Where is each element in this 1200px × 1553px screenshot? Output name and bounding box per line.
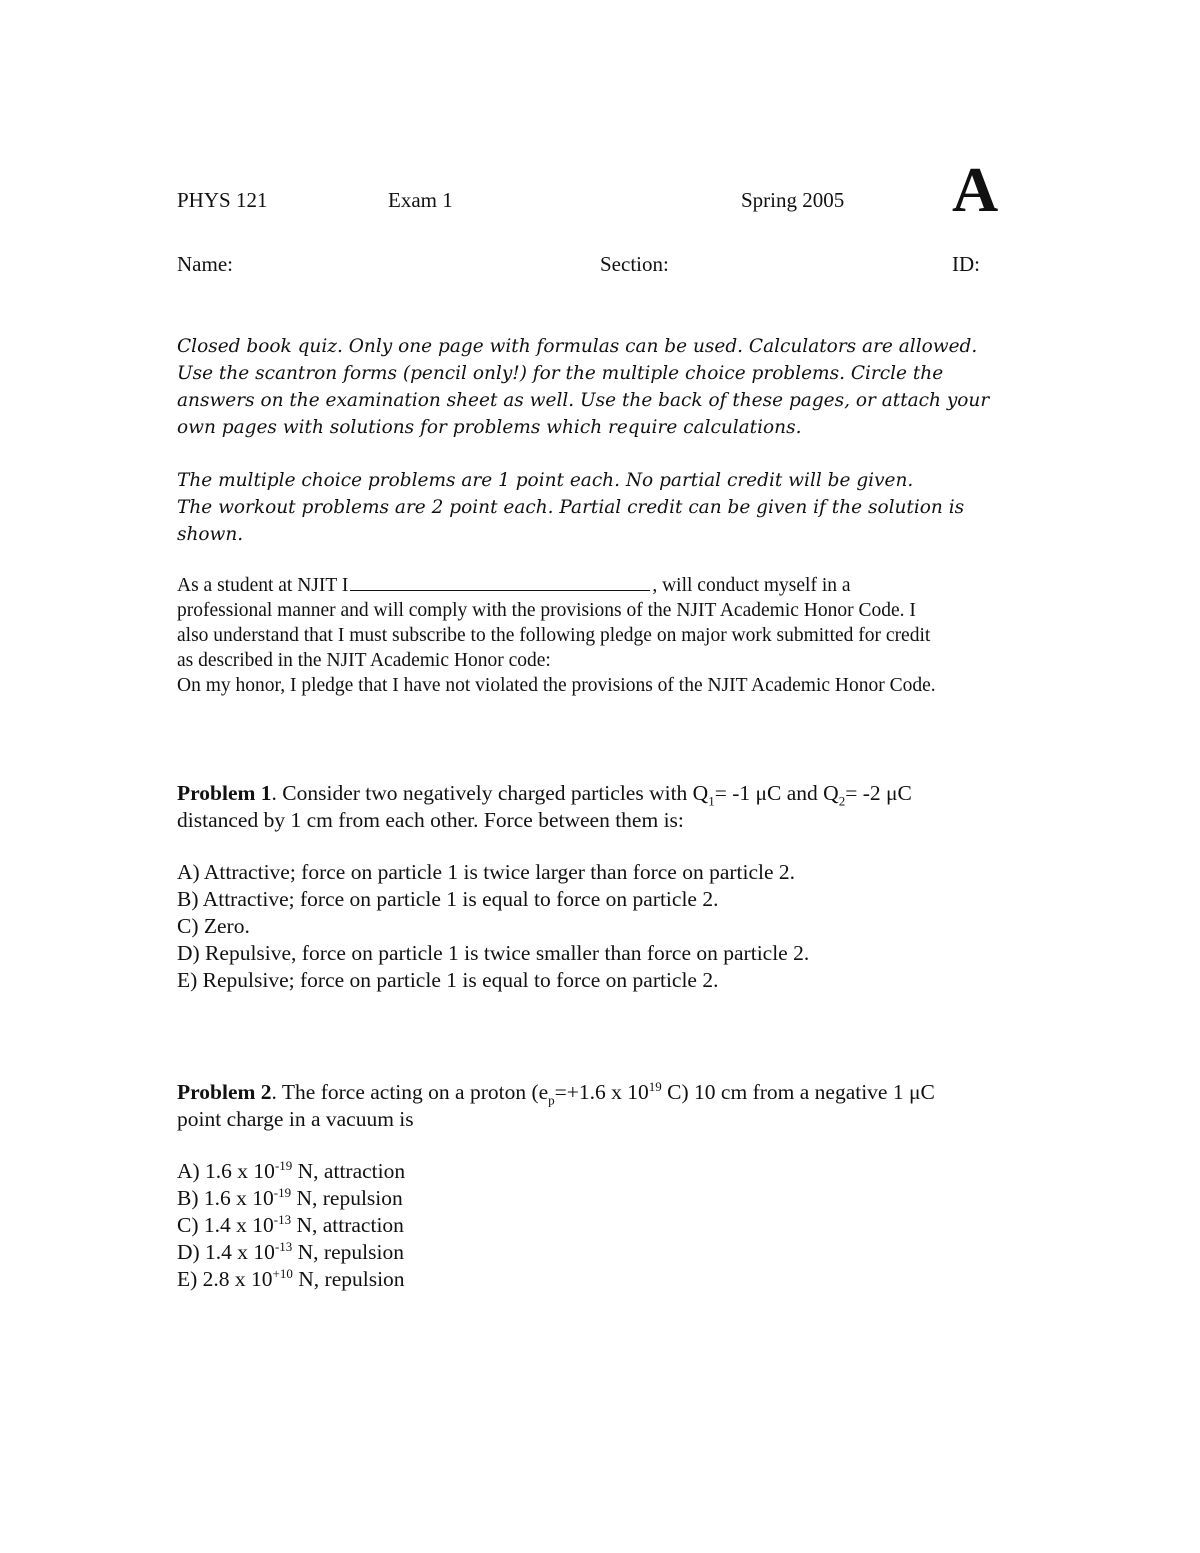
problem-text: . The force acting on a proton (e: [271, 1080, 549, 1104]
pledge-line-1: [177, 573, 1037, 598]
problem-text: . Consider two negatively charged particles with Q: [271, 781, 709, 805]
option-text: N, attraction: [292, 1159, 406, 1183]
option-a[interactable]: [177, 1158, 1027, 1185]
problem-2-options: [177, 1158, 1027, 1293]
pledge-line-2: professional manner and will comply with the provisions of the NJIT Academic Honor Code. I: [177, 600, 916, 621]
superscript: 19: [648, 1078, 662, 1094]
subscript: 2: [838, 793, 846, 809]
option-d[interactable]: [177, 1239, 1027, 1266]
option-b[interactable]: B) Attractive; force on particle 1 is equal to force on particle 2.: [177, 887, 719, 911]
section-label: Section:: [600, 252, 669, 276]
subscript: 1: [708, 793, 715, 809]
option-c[interactable]: [177, 1212, 1027, 1239]
student-name-blank: [350, 576, 650, 591]
option-e[interactable]: E) Repulsive; force on particle 1 is equal to force on particle 2.: [177, 968, 719, 992]
pledge-line-5: On my honor, I pledge that I have not violated the provisions of the NJIT Academic Honor Code.: [177, 675, 936, 696]
exponent: -13: [274, 1238, 293, 1254]
option-b[interactable]: [177, 1185, 1027, 1212]
option-text: B) 1.6 x 10: [177, 1186, 274, 1210]
course-code: PHYS 121: [177, 188, 268, 212]
option-text: N, attraction: [291, 1213, 404, 1237]
option-text: A) 1.6 x 10: [177, 1159, 275, 1183]
problem-1: [177, 780, 1027, 994]
problem-text: = -2 μC: [845, 781, 912, 805]
problem-2: [177, 1079, 1027, 1293]
option-a[interactable]: A) Attractive; force on particle 1 is twice larger than force on particle 2.: [177, 860, 796, 884]
option-text: D) 1.4 x 10: [177, 1240, 275, 1264]
problem-2-statement-cont: point charge in a vacuum is: [177, 1107, 414, 1131]
problem-text: = -1 μC and Q: [714, 781, 839, 805]
problem-text: =+1.6 x 10: [554, 1080, 649, 1104]
problem-1-options: [177, 859, 1027, 994]
subscript: p: [548, 1092, 555, 1108]
problem-text: C) 10 cm from a negative 1 μC: [661, 1080, 935, 1104]
exam-term: Spring 2005: [741, 188, 845, 212]
exponent: +10: [272, 1265, 293, 1281]
name-label: Name:: [177, 252, 233, 276]
exam-title: Exam 1: [388, 188, 453, 212]
option-text: E) 2.8 x 10: [177, 1267, 273, 1291]
option-text: C) 1.4 x 10: [177, 1213, 274, 1237]
pledge-text: As a student at NJIT I: [177, 575, 349, 596]
option-c[interactable]: C) Zero.: [177, 914, 250, 938]
option-text: N, repulsion: [292, 1267, 405, 1291]
exponent: -19: [273, 1184, 292, 1200]
id-label: ID:: [952, 252, 980, 276]
grading-paragraph: The multiple choice problems are 1 point each. No partial credit will be given. The workout problems are 2 point each. Partial credit can be given if the solution is shown.: [177, 470, 965, 545]
instructions-paragraph: Closed book quiz. Only one page with formulas can be used. Calculators are allowed. Use the scantron forms (pencil only!) for the multiple choice problems. Circle the answers on the examination sheet as well. Use the back of these pages, or attach your own pages with solutions for problems which require calculations.: [177, 336, 990, 438]
exponent: -19: [274, 1157, 293, 1173]
option-text: N, repulsion: [292, 1240, 404, 1264]
problem-1-label: Problem 1: [177, 781, 272, 805]
problem-1-statement: [177, 780, 1027, 807]
pledge-line-3: also understand that I must subscribe to the following pledge on major work submitted for credit: [177, 625, 931, 646]
pledge-text: , will conduct myself in a: [652, 575, 851, 596]
problem-2-label: Problem 2: [177, 1080, 272, 1104]
exam-version: A: [952, 154, 999, 225]
pledge-line-4: as described in the NJIT Academic Honor code:: [177, 650, 551, 671]
option-text: N, repulsion: [291, 1186, 403, 1210]
option-e[interactable]: [177, 1266, 1027, 1293]
problem-2-statement: [177, 1079, 1027, 1106]
exponent: -13: [273, 1211, 292, 1227]
honor-pledge: [177, 573, 1037, 698]
option-d[interactable]: D) Repulsive, force on particle 1 is twice smaller than force on particle 2.: [177, 941, 810, 965]
problem-1-statement-cont: distanced by 1 cm from each other. Force between them is:: [177, 808, 684, 832]
